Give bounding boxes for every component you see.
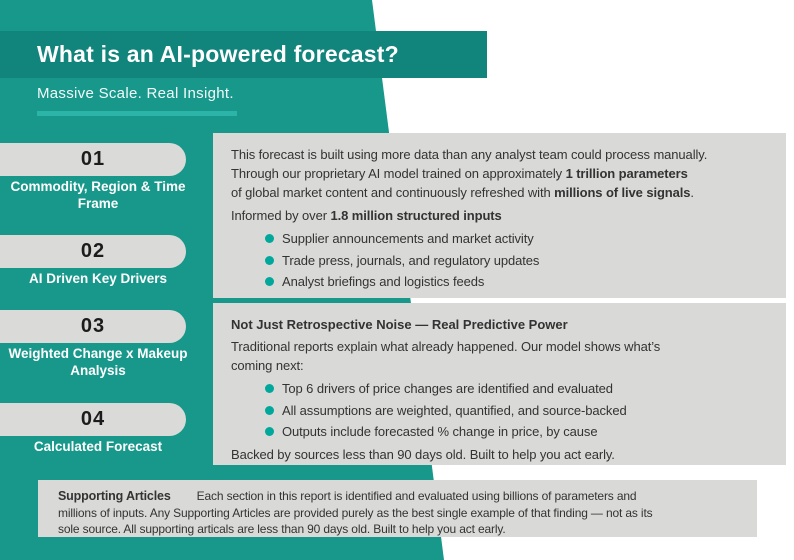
- step-1-pill: [0, 143, 186, 176]
- para-line-2: coming next:: [231, 358, 304, 373]
- step-3-pill: [0, 310, 186, 343]
- list-item: All assumptions are weighted, quantified, and source-backed: [265, 400, 772, 422]
- step-4-pill: [0, 403, 186, 436]
- list-item: Top 6 drivers of price changes are identified and evaluated: [265, 378, 772, 400]
- step-1-number: 01: [80, 148, 106, 170]
- title-banner: [0, 31, 487, 78]
- step-3-number: 03: [80, 315, 106, 337]
- supporting-articles-panel: [38, 480, 757, 537]
- bullet-dot-icon: [265, 234, 274, 243]
- accent-underline: [37, 111, 237, 116]
- step-1-label: Commodity, Region & Time Frame: [10, 179, 186, 211]
- step-4-label: Calculated Forecast: [33, 439, 163, 454]
- step-2-pill: [0, 235, 186, 268]
- para-line-1: Traditional reports explain what already happened. Our model shows what’s: [231, 339, 661, 354]
- list-item: Outputs include forecasted % change in price, by cause: [265, 421, 772, 443]
- bullet-dot-icon: [265, 427, 274, 436]
- model-bullet-list: [231, 378, 772, 443]
- data-scale-panel: [213, 133, 786, 298]
- subtitle: Massive Scale. Real Insight.: [37, 85, 234, 102]
- intro-line-3: of global market content and continuously refreshed with millions of live signals.: [231, 185, 694, 200]
- bullet-dot-icon: [265, 384, 274, 393]
- supporting-articles-heading: Supporting Articles: [58, 489, 171, 503]
- list-item: Analyst briefings and logistics feeds: [265, 271, 772, 293]
- step-3-label: Weighted Change x Makeup Analysis: [8, 346, 188, 378]
- bullet-dot-icon: [265, 277, 274, 286]
- panel-footer: Backed by sources less than 90 days old. Built to help you act early.: [231, 446, 615, 462]
- step-2-label: AI Driven Key Drivers: [28, 271, 168, 286]
- page-title: What is an AI-powered forecast?: [37, 41, 399, 67]
- step-2-number: 02: [80, 240, 106, 262]
- step-4-number: 04: [80, 408, 106, 430]
- list-item: Trade press, journals, and regulatory updates: [265, 250, 772, 272]
- list-item: Supplier announcements and market activity: [265, 228, 772, 250]
- informed-line: Informed by over 1.8 million structured inputs: [231, 208, 502, 223]
- bullet-dot-icon: [265, 406, 274, 415]
- intro-line-1: This forecast is built using more data than any analyst team could process manually.: [231, 147, 708, 162]
- inputs-bullet-list: [231, 228, 772, 293]
- panel-heading: Not Just Retrospective Noise — Real Predictive Power: [231, 317, 568, 332]
- bullet-dot-icon: [265, 256, 274, 265]
- supporting-line-2: millions of inputs. Any Supporting Articles are provided purely as the best single example of that finding — not as its: [58, 505, 653, 520]
- predictive-power-panel: [213, 303, 786, 465]
- supporting-line-3: sole source. All supporting articals are less than 90 days old. Built to help you act early.: [58, 522, 506, 536]
- intro-line-2: Through our proprietary AI model trained on approximately 1 trillion parameters: [231, 166, 688, 181]
- supporting-line-1: Supporting Articles Each section in this report is identified and evaluated using billions of parameters and: [58, 489, 637, 503]
